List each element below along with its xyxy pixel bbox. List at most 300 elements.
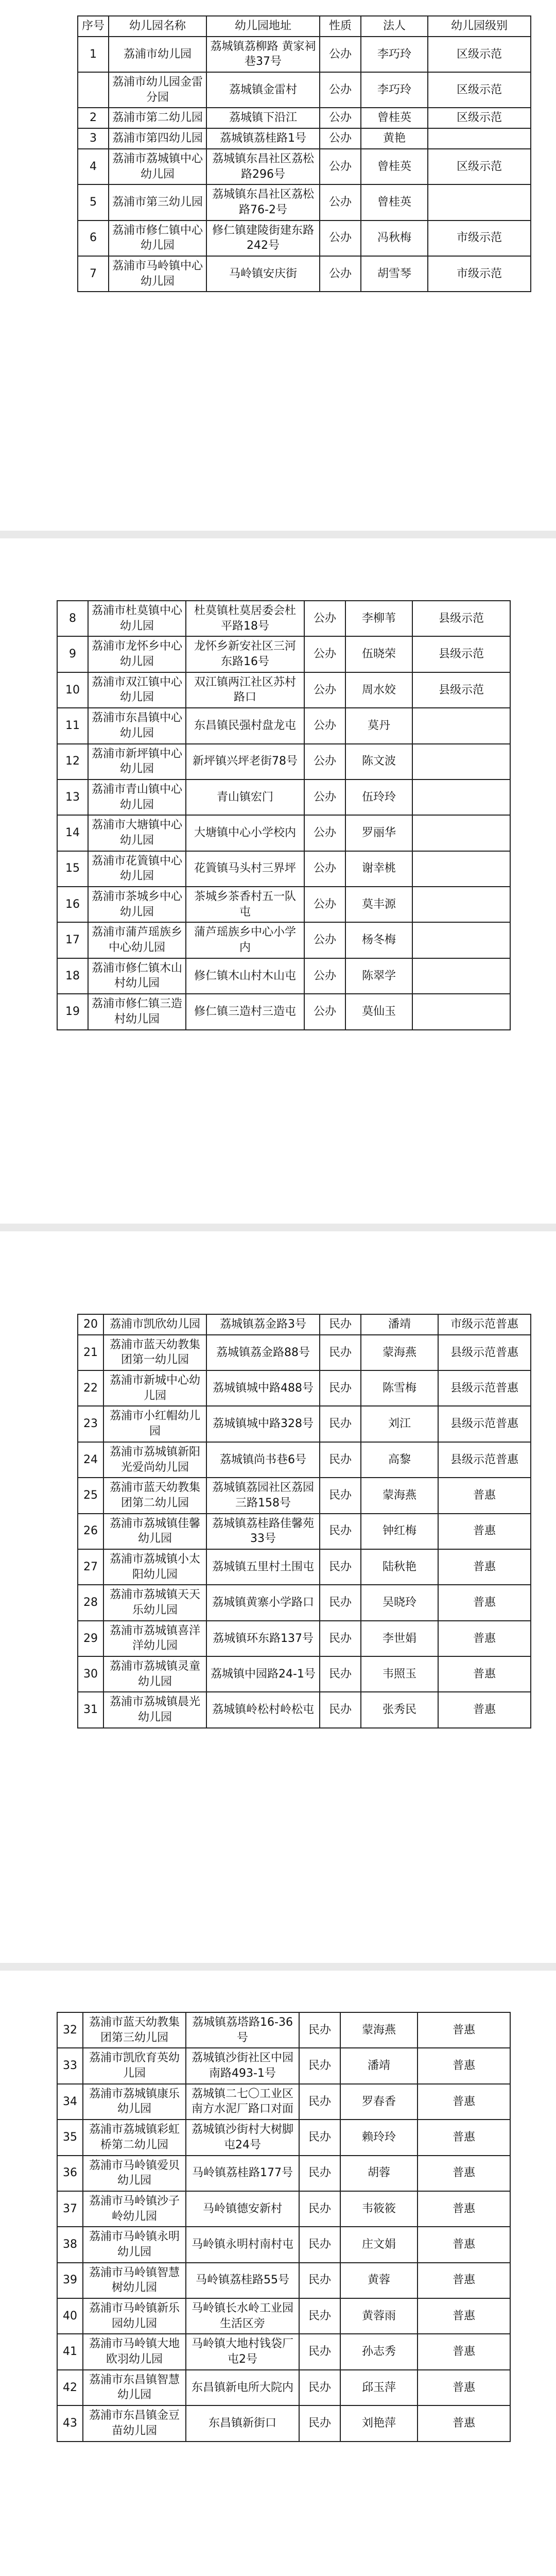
cell-legal-rep: 蒙海燕 bbox=[340, 2012, 418, 2048]
cell-level: 普惠 bbox=[438, 1656, 531, 1692]
cell-index: 28 bbox=[78, 1585, 103, 1620]
cell-nature: 民办 bbox=[299, 2263, 340, 2298]
cell-address: 荔城镇环东路137号 bbox=[206, 1621, 320, 1656]
cell-address: 花篢镇马头村三界坪 bbox=[186, 851, 304, 887]
table-row bbox=[57, 601, 510, 636]
header-nature: 性质 bbox=[320, 16, 361, 37]
cell-legal-rep: 曾桂英 bbox=[361, 108, 428, 128]
table-row bbox=[57, 2405, 510, 2441]
cell-level bbox=[412, 851, 510, 887]
table-row bbox=[78, 72, 531, 108]
cell-nature: 公办 bbox=[320, 128, 361, 149]
cell-name: 荔浦市荔城镇康乐幼儿园 bbox=[83, 2084, 186, 2120]
cell-index: 17 bbox=[57, 922, 88, 958]
cell-index: 37 bbox=[57, 2191, 83, 2227]
table-row bbox=[57, 708, 510, 743]
cell-nature: 民办 bbox=[299, 2120, 340, 2155]
cell-address: 茶城乡茶香村五一队屯 bbox=[186, 887, 304, 922]
cell-legal-rep: 刘艳萍 bbox=[340, 2405, 418, 2441]
cell-name: 荔浦市大塘镇中心幼儿园 bbox=[88, 815, 186, 851]
cell-index: 39 bbox=[57, 2263, 83, 2298]
table-row bbox=[57, 2156, 510, 2191]
cell-nature: 民办 bbox=[299, 2048, 340, 2083]
cell-legal-rep: 陈翠学 bbox=[345, 958, 412, 994]
cell-name: 荔浦市花篢镇中心幼儿园 bbox=[88, 851, 186, 887]
cell-legal-rep: 高黎 bbox=[361, 1442, 438, 1478]
cell-address: 荔城镇荔桂路佳馨苑33号 bbox=[206, 1514, 320, 1549]
cell-address: 东昌镇新电所大院内 bbox=[186, 2370, 299, 2405]
table-row bbox=[57, 2263, 510, 2298]
cell-name: 荔浦市荔城镇喜洋洋幼儿园 bbox=[103, 1621, 206, 1656]
cell-index: 11 bbox=[57, 708, 88, 743]
cell-legal-rep: 陈文波 bbox=[345, 744, 412, 779]
cell-name: 荔浦市马岭镇新乐园幼儿园 bbox=[83, 2298, 186, 2334]
cell-level: 普惠 bbox=[418, 2405, 510, 2441]
cell-legal-rep: 韦照玉 bbox=[361, 1656, 438, 1692]
document-page-4 bbox=[0, 1971, 556, 2576]
cell-address: 龙怀乡新安社区三河东路16号 bbox=[186, 636, 304, 672]
cell-name: 荔浦市荔城镇新阳光爱尚幼儿园 bbox=[103, 1442, 206, 1478]
cell-index: 2 bbox=[78, 108, 109, 128]
cell-nature: 民办 bbox=[299, 2084, 340, 2120]
header-legal-rep: 法人 bbox=[361, 16, 428, 37]
cell-name: 荔浦市青山镇中心幼儿园 bbox=[88, 779, 186, 815]
cell-index: 15 bbox=[57, 851, 88, 887]
cell-name: 荔浦市小红帽幼儿园 bbox=[103, 1406, 206, 1442]
cell-name: 荔浦市幼儿园金雷分园 bbox=[109, 72, 206, 108]
cell-nature: 民办 bbox=[299, 2298, 340, 2334]
cell-level: 区级示范 bbox=[428, 108, 531, 128]
cell-level: 区级示范 bbox=[428, 72, 531, 108]
table-row bbox=[78, 108, 531, 128]
cell-level: 普惠 bbox=[438, 1692, 531, 1727]
table-row bbox=[57, 2191, 510, 2227]
cell-level bbox=[412, 922, 510, 958]
table-row bbox=[78, 1692, 531, 1727]
cell-name: 荔浦市修仁镇三造村幼儿园 bbox=[88, 994, 186, 1029]
cell-address: 荔城镇荔桂路1号 bbox=[206, 128, 320, 149]
cell-level: 普惠 bbox=[418, 2084, 510, 2120]
cell-name: 荔浦市新城中心幼儿园 bbox=[103, 1370, 206, 1406]
table-row bbox=[57, 851, 510, 887]
cell-nature: 公办 bbox=[320, 37, 361, 72]
table-row bbox=[57, 2334, 510, 2369]
cell-index: 43 bbox=[57, 2405, 83, 2441]
cell-nature: 公办 bbox=[304, 994, 345, 1029]
cell-nature: 公办 bbox=[304, 958, 345, 994]
cell-level: 市级示范普惠 bbox=[438, 1314, 531, 1335]
cell-level bbox=[412, 887, 510, 922]
cell-address: 马岭镇德安新村 bbox=[186, 2191, 299, 2227]
table-row bbox=[78, 1478, 531, 1513]
cell-address: 荔城镇尚书巷6号 bbox=[206, 1442, 320, 1478]
cell-name: 荔浦市凯欣育英幼儿园 bbox=[83, 2048, 186, 2083]
cell-level bbox=[412, 744, 510, 779]
table-row bbox=[78, 149, 531, 184]
cell-name: 荔浦市马岭镇大地欧羽幼儿园 bbox=[83, 2334, 186, 2369]
cell-address: 蒲芦瑶族乡中心小学内 bbox=[186, 922, 304, 958]
cell-level: 普惠 bbox=[438, 1585, 531, 1620]
table-row bbox=[78, 1442, 531, 1478]
cell-name: 荔浦市荔城镇佳馨幼儿园 bbox=[103, 1514, 206, 1549]
cell-name: 荔浦市马岭镇中心幼儿园 bbox=[109, 256, 206, 292]
cell-nature: 民办 bbox=[299, 2191, 340, 2227]
cell-nature: 民办 bbox=[320, 1549, 361, 1585]
cell-nature: 民办 bbox=[320, 1442, 361, 1478]
cell-level: 普惠 bbox=[418, 2191, 510, 2227]
cell-nature: 公办 bbox=[304, 672, 345, 708]
cell-legal-rep: 冯秋梅 bbox=[361, 221, 428, 256]
cell-legal-rep: 陆秋艳 bbox=[361, 1549, 438, 1585]
cell-nature: 民办 bbox=[299, 2334, 340, 2369]
cell-legal-rep: 蒙海燕 bbox=[361, 1335, 438, 1370]
cell-name: 荔浦市东昌镇金豆苗幼儿园 bbox=[83, 2405, 186, 2441]
cell-address: 荔城镇中园路24-1号 bbox=[206, 1656, 320, 1692]
cell-name: 荔浦市荔城镇彩虹桥第二幼儿园 bbox=[83, 2120, 186, 2155]
table-row bbox=[57, 2370, 510, 2405]
cell-nature: 公办 bbox=[320, 221, 361, 256]
cell-legal-rep: 张秀民 bbox=[361, 1692, 438, 1727]
header-address: 幼儿园地址 bbox=[206, 16, 320, 37]
cell-legal-rep: 韦筱筱 bbox=[340, 2191, 418, 2227]
cell-legal-rep: 曾桂英 bbox=[361, 149, 428, 184]
cell-index: 13 bbox=[57, 779, 88, 815]
cell-name: 荔浦市马岭镇智慧树幼儿园 bbox=[83, 2263, 186, 2298]
table-row bbox=[78, 1585, 531, 1620]
cell-name: 荔浦市蒲芦瑶族乡中心幼儿园 bbox=[88, 922, 186, 958]
cell-name: 荔浦市凯欣幼儿园 bbox=[103, 1314, 206, 1335]
cell-index: 26 bbox=[78, 1514, 103, 1549]
cell-index: 32 bbox=[57, 2012, 83, 2048]
cell-index: 35 bbox=[57, 2120, 83, 2155]
cell-address: 青山镇宏门 bbox=[186, 779, 304, 815]
cell-nature: 民办 bbox=[320, 1692, 361, 1727]
table-row bbox=[57, 815, 510, 851]
cell-legal-rep: 黄蓉 bbox=[340, 2263, 418, 2298]
cell-legal-rep: 李柳苇 bbox=[345, 601, 412, 636]
cell-name: 荔浦市马岭镇永明幼儿园 bbox=[83, 2227, 186, 2262]
cell-name: 荔浦市修仁镇木山村幼儿园 bbox=[88, 958, 186, 994]
cell-name: 荔浦市蓝天幼教集团第三幼儿园 bbox=[83, 2012, 186, 2048]
table-row bbox=[57, 672, 510, 708]
cell-name: 荔浦市茶城乡中心幼儿园 bbox=[88, 887, 186, 922]
cell-nature: 公办 bbox=[320, 149, 361, 184]
cell-nature: 公办 bbox=[304, 744, 345, 779]
cell-level: 县级示范 bbox=[412, 672, 510, 708]
table-row bbox=[78, 1335, 531, 1370]
table-row bbox=[78, 1621, 531, 1656]
cell-name: 荔浦市东昌镇智慧幼儿园 bbox=[83, 2370, 186, 2405]
cell-name: 荔浦市蓝天幼教集团第二幼儿园 bbox=[103, 1478, 206, 1513]
table-row bbox=[57, 779, 510, 815]
cell-nature: 民办 bbox=[320, 1656, 361, 1692]
cell-level bbox=[428, 184, 531, 220]
cell-legal-rep: 赖玲玲 bbox=[340, 2120, 418, 2155]
cell-name: 荔浦市东昌镇中心幼儿园 bbox=[88, 708, 186, 743]
cell-index: 23 bbox=[78, 1406, 103, 1442]
cell-level: 市级示范 bbox=[428, 256, 531, 292]
table-row bbox=[78, 184, 531, 220]
cell-level: 普惠 bbox=[438, 1621, 531, 1656]
cell-nature: 公办 bbox=[304, 922, 345, 958]
cell-nature: 公办 bbox=[320, 256, 361, 292]
table-row bbox=[78, 1549, 531, 1585]
cell-index: 18 bbox=[57, 958, 88, 994]
cell-level: 普惠 bbox=[438, 1514, 531, 1549]
cell-name: 荔浦市杜莫镇中心幼儿园 bbox=[88, 601, 186, 636]
cell-index: 1 bbox=[78, 37, 109, 72]
table-row bbox=[78, 1406, 531, 1442]
table-row bbox=[78, 1370, 531, 1406]
table-row bbox=[78, 256, 531, 292]
cell-nature: 民办 bbox=[320, 1514, 361, 1549]
cell-nature: 民办 bbox=[320, 1370, 361, 1406]
cell-address: 双江镇两江社区苏村路口 bbox=[186, 672, 304, 708]
cell-index: 4 bbox=[78, 149, 109, 184]
cell-address: 荔城镇金雷村 bbox=[206, 72, 320, 108]
cell-level bbox=[412, 779, 510, 815]
cell-nature: 公办 bbox=[320, 72, 361, 108]
cell-legal-rep: 罗丽华 bbox=[345, 815, 412, 851]
cell-legal-rep: 李巧玲 bbox=[361, 72, 428, 108]
header-level: 幼儿园级别 bbox=[428, 16, 531, 37]
cell-address: 东昌镇新街口 bbox=[186, 2405, 299, 2441]
table-row bbox=[57, 887, 510, 922]
cell-address: 荔城镇荔塔路16-36号 bbox=[186, 2012, 299, 2048]
cell-index: 7 bbox=[78, 256, 109, 292]
cell-level: 普惠 bbox=[418, 2370, 510, 2405]
cell-address: 马岭镇荔桂路55号 bbox=[186, 2263, 299, 2298]
cell-nature: 公办 bbox=[304, 636, 345, 672]
table-row bbox=[57, 2227, 510, 2262]
table-row bbox=[78, 1656, 531, 1692]
cell-name: 荔浦市马岭镇沙子岭幼儿园 bbox=[83, 2191, 186, 2227]
cell-legal-rep: 庄文娟 bbox=[340, 2227, 418, 2262]
header-index: 序号 bbox=[78, 16, 109, 37]
cell-level: 普惠 bbox=[418, 2298, 510, 2334]
table-row bbox=[57, 2298, 510, 2334]
cell-level: 普惠 bbox=[418, 2120, 510, 2155]
cell-index: 3 bbox=[78, 128, 109, 149]
table-row bbox=[78, 1514, 531, 1549]
cell-index: 36 bbox=[57, 2156, 83, 2191]
cell-nature: 民办 bbox=[320, 1585, 361, 1620]
cell-name: 荔浦市龙怀乡中心幼儿园 bbox=[88, 636, 186, 672]
cell-level: 区级示范 bbox=[428, 149, 531, 184]
cell-legal-rep: 伍玲玲 bbox=[345, 779, 412, 815]
cell-legal-rep: 周水姣 bbox=[345, 672, 412, 708]
cell-index: 20 bbox=[78, 1314, 103, 1335]
cell-legal-rep: 潘靖 bbox=[361, 1314, 438, 1335]
kindergarten-table-page-3 bbox=[77, 1314, 531, 1728]
cell-index: 34 bbox=[57, 2084, 83, 2120]
cell-legal-rep: 莫丹 bbox=[345, 708, 412, 743]
cell-legal-rep: 莫丰源 bbox=[345, 887, 412, 922]
cell-address: 修仁镇木山村木山屯 bbox=[186, 958, 304, 994]
cell-index: 41 bbox=[57, 2334, 83, 2369]
cell-address: 荔城镇城中路328号 bbox=[206, 1406, 320, 1442]
table-row bbox=[78, 37, 531, 72]
cell-level: 普惠 bbox=[438, 1549, 531, 1585]
cell-name: 荔浦市第二幼儿园 bbox=[109, 108, 206, 128]
cell-name: 荔浦市蓝天幼教集团第一幼儿园 bbox=[103, 1335, 206, 1370]
table-row bbox=[57, 2048, 510, 2083]
cell-index: 22 bbox=[78, 1370, 103, 1406]
cell-address: 修仁镇建陵街建东路242号 bbox=[206, 221, 320, 256]
cell-index: 25 bbox=[78, 1478, 103, 1513]
cell-legal-rep: 胡雪琴 bbox=[361, 256, 428, 292]
cell-nature: 民办 bbox=[320, 1621, 361, 1656]
table-row bbox=[78, 128, 531, 149]
table-row bbox=[78, 221, 531, 256]
cell-nature: 公办 bbox=[304, 779, 345, 815]
cell-index: 42 bbox=[57, 2370, 83, 2405]
cell-nature: 民办 bbox=[299, 2012, 340, 2048]
kindergarten-table-page-4 bbox=[57, 2012, 511, 2442]
cell-level bbox=[412, 708, 510, 743]
cell-address: 荔城镇荔金路3号 bbox=[206, 1314, 320, 1335]
cell-level: 普惠 bbox=[418, 2334, 510, 2369]
cell-level: 普惠 bbox=[418, 2263, 510, 2298]
cell-index: 38 bbox=[57, 2227, 83, 2262]
kindergarten-table-page-2 bbox=[57, 600, 511, 1030]
cell-name: 荔浦市荔城镇灵童幼儿园 bbox=[103, 1656, 206, 1692]
cell-address: 荔城镇沙街村大树脚屯24号 bbox=[186, 2120, 299, 2155]
table-row bbox=[78, 1314, 531, 1335]
cell-nature: 公办 bbox=[304, 851, 345, 887]
cell-level: 县级示范普惠 bbox=[438, 1370, 531, 1406]
cell-address: 荔城镇沙街社区中园南路493-1号 bbox=[186, 2048, 299, 2083]
table-row bbox=[57, 2012, 510, 2048]
cell-level: 县级示范普惠 bbox=[438, 1442, 531, 1478]
cell-address: 荔城镇东昌社区荔松路296号 bbox=[206, 149, 320, 184]
table-row bbox=[57, 958, 510, 994]
cell-address: 荔城镇荔金路88号 bbox=[206, 1335, 320, 1370]
cell-address: 马岭镇荔桂路177号 bbox=[186, 2156, 299, 2191]
table-row bbox=[57, 994, 510, 1029]
cell-nature: 民办 bbox=[320, 1478, 361, 1513]
table-row bbox=[57, 636, 510, 672]
cell-index: 29 bbox=[78, 1621, 103, 1656]
cell-level: 普惠 bbox=[418, 2227, 510, 2262]
cell-level: 市级示范 bbox=[428, 221, 531, 256]
cell-name: 荔浦市马岭镇爱贝幼儿园 bbox=[83, 2156, 186, 2191]
cell-legal-rep: 陈雪梅 bbox=[361, 1370, 438, 1406]
cell-nature: 公办 bbox=[304, 601, 345, 636]
cell-address: 大塘镇中心小学校内 bbox=[186, 815, 304, 851]
cell-nature: 公办 bbox=[304, 708, 345, 743]
cell-address: 东昌镇民强村盘龙屯 bbox=[186, 708, 304, 743]
kindergarten-table-page-1 bbox=[77, 15, 531, 292]
cell-level: 县级示范普惠 bbox=[438, 1406, 531, 1442]
cell-level bbox=[412, 815, 510, 851]
cell-level bbox=[412, 994, 510, 1029]
cell-index: 10 bbox=[57, 672, 88, 708]
cell-name: 荔浦市荔城镇中心幼儿园 bbox=[109, 149, 206, 184]
cell-level: 县级示范普惠 bbox=[438, 1335, 531, 1370]
document-page-1 bbox=[0, 0, 556, 531]
cell-name: 荔浦市幼儿园 bbox=[109, 37, 206, 72]
cell-nature: 公办 bbox=[304, 815, 345, 851]
cell-index: 30 bbox=[78, 1656, 103, 1692]
cell-index: 27 bbox=[78, 1549, 103, 1585]
cell-address: 马岭镇大地村钱袋厂屯2号 bbox=[186, 2334, 299, 2369]
cell-legal-rep: 黄蓉雨 bbox=[340, 2298, 418, 2334]
cell-address: 马岭镇永明村南村屯 bbox=[186, 2227, 299, 2262]
cell-level: 区级示范 bbox=[428, 37, 531, 72]
cell-index: 8 bbox=[57, 601, 88, 636]
cell-nature: 民办 bbox=[320, 1406, 361, 1442]
cell-address: 杜莫镇杜莫居委会杜平路18号 bbox=[186, 601, 304, 636]
cell-index: 21 bbox=[78, 1335, 103, 1370]
table-row bbox=[57, 744, 510, 779]
cell-level: 普惠 bbox=[418, 2048, 510, 2083]
cell-legal-rep: 莫仙玉 bbox=[345, 994, 412, 1029]
cell-nature: 民办 bbox=[320, 1314, 361, 1335]
cell-legal-rep: 钟红梅 bbox=[361, 1514, 438, 1549]
document-page-3 bbox=[0, 1231, 556, 1963]
cell-index: 33 bbox=[57, 2048, 83, 2083]
cell-index: 14 bbox=[57, 815, 88, 851]
cell-nature: 公办 bbox=[320, 108, 361, 128]
table-header-row bbox=[78, 16, 531, 37]
cell-level: 县级示范 bbox=[412, 636, 510, 672]
cell-nature: 公办 bbox=[320, 184, 361, 220]
cell-name: 荔浦市双江镇中心幼儿园 bbox=[88, 672, 186, 708]
cell-legal-rep: 谢幸桃 bbox=[345, 851, 412, 887]
cell-nature: 民办 bbox=[299, 2405, 340, 2441]
cell-nature: 民办 bbox=[299, 2156, 340, 2191]
cell-legal-rep: 曾桂英 bbox=[361, 184, 428, 220]
cell-index: 12 bbox=[57, 744, 88, 779]
cell-address: 马岭镇长水岭工业园生活区旁 bbox=[186, 2298, 299, 2334]
cell-level: 普惠 bbox=[418, 2012, 510, 2048]
cell-address: 荔城镇城中路488号 bbox=[206, 1370, 320, 1406]
cell-level: 县级示范 bbox=[412, 601, 510, 636]
cell-index: 5 bbox=[78, 184, 109, 220]
cell-legal-rep: 胡蓉 bbox=[340, 2156, 418, 2191]
cell-nature: 民办 bbox=[299, 2227, 340, 2262]
header-name: 幼儿园名称 bbox=[109, 16, 206, 37]
cell-legal-rep: 罗春香 bbox=[340, 2084, 418, 2120]
cell-address: 修仁镇三造村三造屯 bbox=[186, 994, 304, 1029]
cell-name: 荔浦市第四幼儿园 bbox=[109, 128, 206, 149]
cell-index: 40 bbox=[57, 2298, 83, 2334]
cell-name: 荔浦市荔城镇晨光幼儿园 bbox=[103, 1692, 206, 1727]
table-row bbox=[57, 922, 510, 958]
cell-level: 普惠 bbox=[418, 2156, 510, 2191]
cell-nature: 民办 bbox=[320, 1335, 361, 1370]
cell-legal-rep: 李巧玲 bbox=[361, 37, 428, 72]
cell-index bbox=[78, 72, 109, 108]
cell-index: 6 bbox=[78, 221, 109, 256]
cell-address: 荔城镇五里村土围屯 bbox=[206, 1549, 320, 1585]
cell-legal-rep: 吴晓玲 bbox=[361, 1585, 438, 1620]
cell-address: 荔城镇黄寨小学路口 bbox=[206, 1585, 320, 1620]
cell-index: 31 bbox=[78, 1692, 103, 1727]
cell-address: 马岭镇安庆街 bbox=[206, 256, 320, 292]
cell-index: 19 bbox=[57, 994, 88, 1029]
cell-legal-rep: 邱玉萍 bbox=[340, 2370, 418, 2405]
cell-name: 荔浦市修仁镇中心幼儿园 bbox=[109, 221, 206, 256]
cell-legal-rep: 黄艳 bbox=[361, 128, 428, 149]
cell-index: 16 bbox=[57, 887, 88, 922]
cell-index: 9 bbox=[57, 636, 88, 672]
cell-nature: 公办 bbox=[304, 887, 345, 922]
cell-legal-rep: 伍晓荣 bbox=[345, 636, 412, 672]
cell-name: 荔浦市新坪镇中心幼儿园 bbox=[88, 744, 186, 779]
table-row bbox=[57, 2120, 510, 2155]
